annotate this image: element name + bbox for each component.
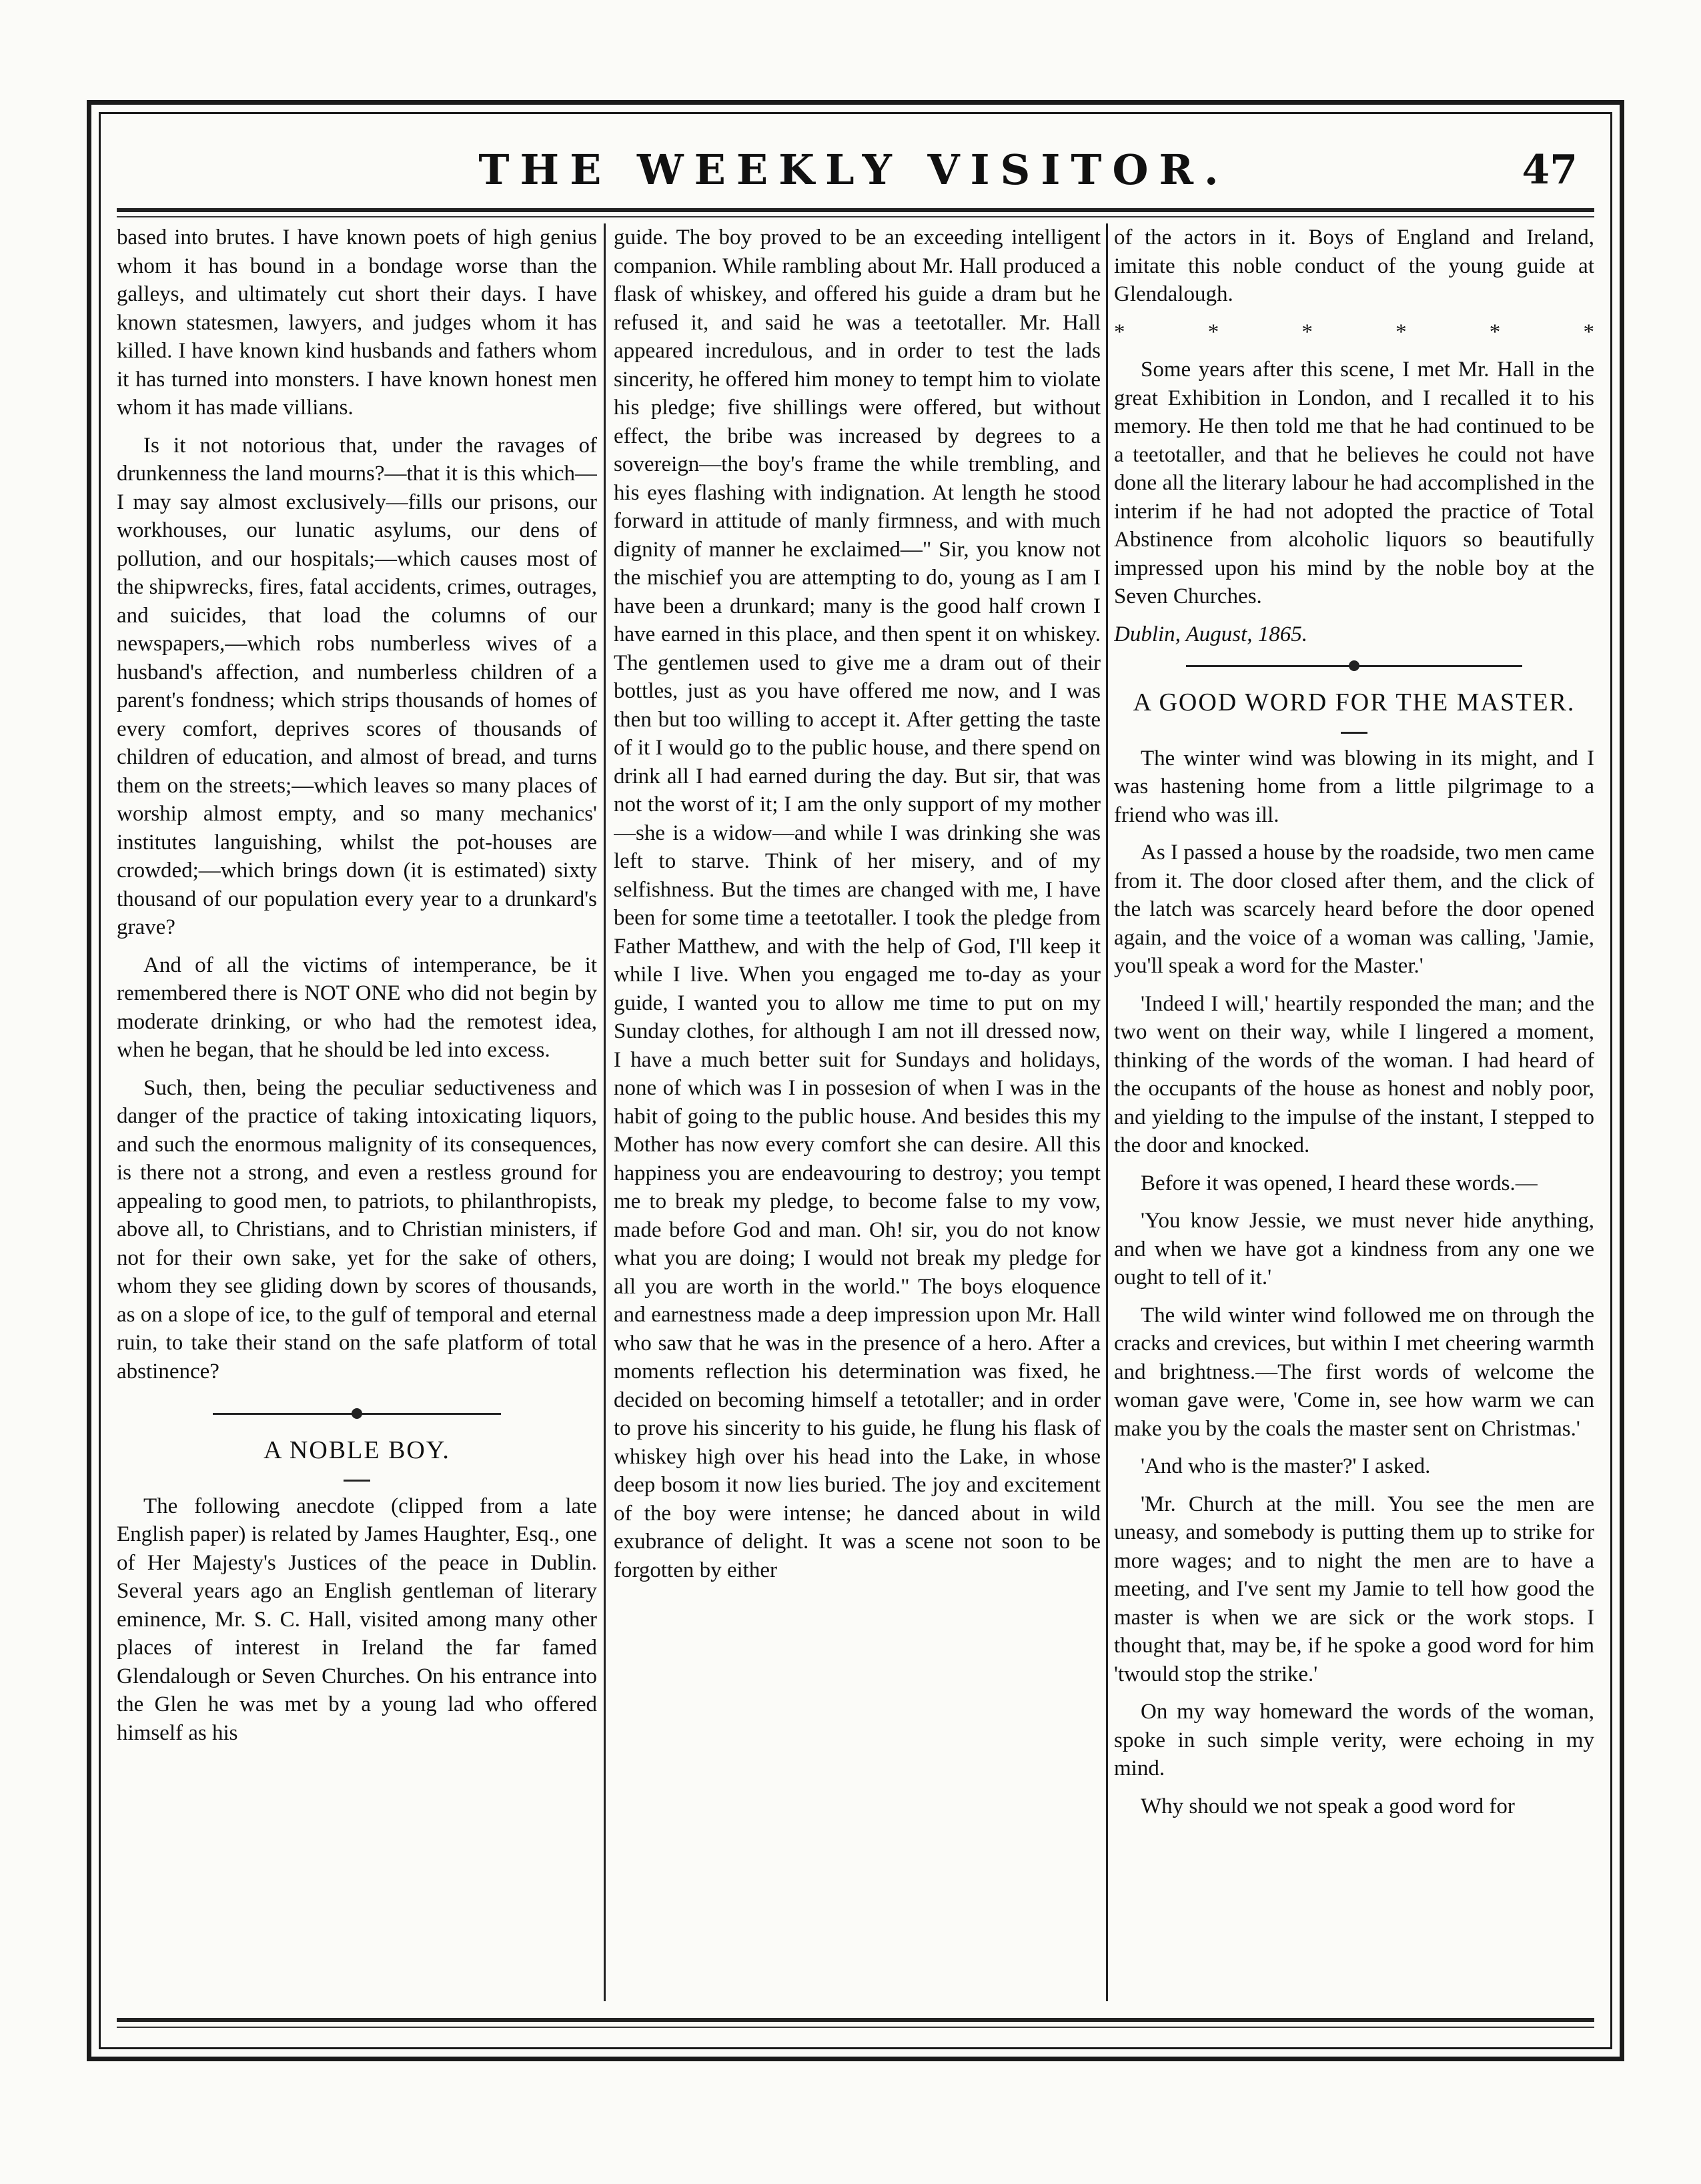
paragraph: The winter wind was blowing in its might, and I was hastening home from a little pilgrimage to a friend who was ill. — [1114, 746, 1594, 827]
paragraph: guide. The boy proved to be an exceeding intelligent companion. While rambling about Mr. Hall produced a flask of whiskey, and offered his guide a dram but he refused it, and said he was a teetotaller. Mr. Hall appeared incredulous, and in order to test the lads sincerity, he offered him money to tempt him to violate his pledge; five shillings were offered, but without effect, the bribe was increased by degrees to a sovereign—the boy's frame the while trembling, and his eyes flashing with indignation. At length he stood forward in attitude of manly firmness, and with much dignity of manner he exclaimed—" Sir, you know not the mischief you are attempting to do, young as I am I have been a drunkard; many is the good half crown I have earned in this place, and then spent it on whiskey. The gentlemen used to give me a dram out of their bottles, just as you have offered me now, and I was then but too willing to accept it. After getting the taste of it I would go to the public house, and there spend on drink all I had earned during the day. But sir, that was not the worst of it; I am the only support of my mother—she is a widow—and while I was drinking she was left to starve. Think of her misery, and of my selfishness. But the times are changed with me, I have been for some time a teetotaller. I took the pledge from Father Matthew, and with the help of God, I'll keep it while I live. When you engaged me to-day as your guide, I wanted you to allow me time to put on my Sunday clothes, for although I am not ill dressed now, I have a much better suit for Sundays and holidays, none of which was I in possesion of when I was in the habit of going to the public house. And besides this my Mother has now every comfort she can desire. All this happiness you are endeavouring to destroy; you tempt me to break my pledge, to become false to my vow, made before God and man. Oh! sir, you do not know what you are doing; I would not break my pledge for all you are worth in the world." The boys eloquence and earnestness made a deep impression upon Mr. Hall who saw that he was in the presence of a hero. After a moments reflection his determination was fixed, he decided on becoming himself a tetotaller; and in order to prove his sincerity to his guide, he flung his flask of whiskey high over his head into the Lake, in whose deep bosom it now lies buried. The joy and excitement of the boy were intense; he danced about in wild exubrance of delight. It was a scene not soon to be forgotten by either — [614, 225, 1101, 1582]
dateline: Dublin, August, 1865. — [1114, 622, 1307, 646]
paragraph: Is it not notorious that, under the ravages of drunkenness the land mourns?—that it is this which—I may say almost exclusively—fills our prisons, our workhouses, our lunatic asylums, our dens of pollution, and our hospitals;—which causes most of the shipwrecks, fires, fatal accidents, crimes, outrages, and suicides, that load the columns of our newspapers,—which robs numberless wives of a husband's affection, and numberless children of a parent's fondness; which strips thousands of homes of every comfort, deprives scores of thousands of children of education, and almost of bread, and turns them on the streets;—which leaves so many places of worship almost empty, and so many mechanics' institutes languishing, whilst the pot-houses are crowded;—which brings down (it is estimated) sixty thousand of our population every year to a drunkard's grave? — [117, 433, 597, 939]
heading-dash — [344, 1480, 370, 1482]
paragraph: Why should we not speak a good word for — [1141, 1794, 1515, 1818]
paragraph: 'You know Jessie, we must never hide anything, and when we have got a kindness from any one we ought to tell of it.' — [1114, 1209, 1594, 1289]
paragraph: 'Mr. Church at the mill. You see the men are uneasy, and somebody is putting them up to strike for more wages; and to night the men are to have a meeting, and I've sent my Jamie to tell how good the master is when we are sick or the work stops. I thought that, may be, if he spoke a good word for him 'twould stop the strike.' — [1114, 1492, 1594, 1686]
header-rule-thin — [117, 216, 1594, 217]
section-ornament — [117, 1406, 597, 1422]
paragraph: of the actors in it. Boys of England and Ireland, imitate this noble conduct of the young guide at Glendalough. — [1114, 225, 1594, 306]
newspaper-title: THE WEEKLY VISITOR. — [478, 145, 1229, 194]
paragraph: The wild winter wind followed me on through the cracks and crevices, but within I met cheering warmth and brightness.—The first words of welcome the woman gave were, 'Come in, see how warm we can make you by the coals the master sent on Christmas.' — [1114, 1303, 1594, 1441]
star: * — [1583, 320, 1594, 344]
paragraph: On my way homeward the words of the woman, spoke in such simple verity, were echoing in my mind. — [1114, 1700, 1594, 1780]
paragraph: Before it was opened, I heard these words.— — [1141, 1171, 1538, 1195]
paragraph: Such, then, being the peculiar seductiveness and danger of the practice of taking intoxicating liquors, and such the enormous malignity of its consequences, is there not a strong, and even a restless ground for appealing to good men, to patriots, to philanthropists, above all, to Christians, and to Christian ministers, if not for their own sake, yet for the sake of others, whom they see gliding down by scores of thousands, as on a slope of ice, to the gulf of temporal and eternal ruin, to take their stand on the safe platform of total abstinence? — [117, 1075, 597, 1384]
article-heading-noble-boy: A NOBLE BOY. — [263, 1436, 450, 1464]
star: * — [1489, 320, 1501, 344]
star: * — [1207, 320, 1219, 344]
paragraph: based into brutes. I have known poets of high genius whom it has bound in a bondage worse than the galleys, and ultimately cut short their days. I have known statesmen, lawyers, and judges whom it has killed. I have known kind husbands and fathers whom it has turned into monsters. I have known honest men whom it has made villians. — [117, 225, 597, 420]
section-ornament — [1114, 658, 1594, 674]
paragraph: 'Indeed I will,' heartily responded the man; and the two went on their way, while I lingered a moment, thinking of the words of the woman. I had heard of the occupants of the house as honest and nobly poor, and yielding to the impulse of the instant, I stepped to the door and knocked. — [1114, 991, 1594, 1157]
section-stars — [1114, 318, 1594, 347]
star: * — [1395, 320, 1407, 344]
paragraph: As I passed a house by the roadside, two men came from it. The door closed after them, and the click of the latch was scarcely heard before the door opened again, and the voice of a woman was calling, 'Jamie, you'll speak a word for the Master.' — [1114, 841, 1594, 978]
star: * — [1114, 320, 1125, 344]
heading-dash — [1341, 732, 1367, 734]
column-divider — [604, 223, 606, 2001]
column-2 — [614, 223, 1101, 2011]
paragraph: 'And who is the master?' I asked. — [1141, 1454, 1431, 1478]
page-number: 47 — [1522, 147, 1578, 193]
paragraph: Some years after this scene, I met Mr. Hall in the great Exhibition in London, and I recalled it to his memory. He then told me that he had continued to be a teetotaller, and that he believes he could not have done all the literary labour he had accomplished in the interim if he had not adopted the practice of Total Abstinence from alcoholic liquors so beautifully impressed upon his mind by the noble boy at the Seven Churches. — [1114, 358, 1594, 608]
column-3 — [1114, 223, 1594, 2011]
star: * — [1301, 320, 1313, 344]
masthead — [107, 143, 1601, 197]
header-rule-thick — [117, 208, 1594, 212]
column-1 — [117, 223, 597, 2011]
paragraph: The following anecdote (clipped from a late English paper) is related by James Haughter, Esq., one of Her Majesty's Justices of the peace in Dublin. Several years ago an English gentleman of literary eminence, Mr. S. C. Hall, visited among many other places of interest in Ireland the far famed Glendalough or Seven Churches. On his entrance into the Glen he was met by a young lad who offered himself as his — [117, 1494, 597, 1745]
footer-rule-thin — [117, 2027, 1594, 2028]
column-divider — [1106, 223, 1108, 2001]
paragraph: And of all the victims of intemperance, be it remembered there is NOT ONE who did not begin by moderate drinking, or who had the remotest idea, when he began, that he should be led into excess. — [117, 953, 597, 1062]
article-heading-good-word: A GOOD WORD FOR THE MASTER. — [1133, 688, 1576, 716]
footer-rule-thick — [117, 2018, 1594, 2022]
